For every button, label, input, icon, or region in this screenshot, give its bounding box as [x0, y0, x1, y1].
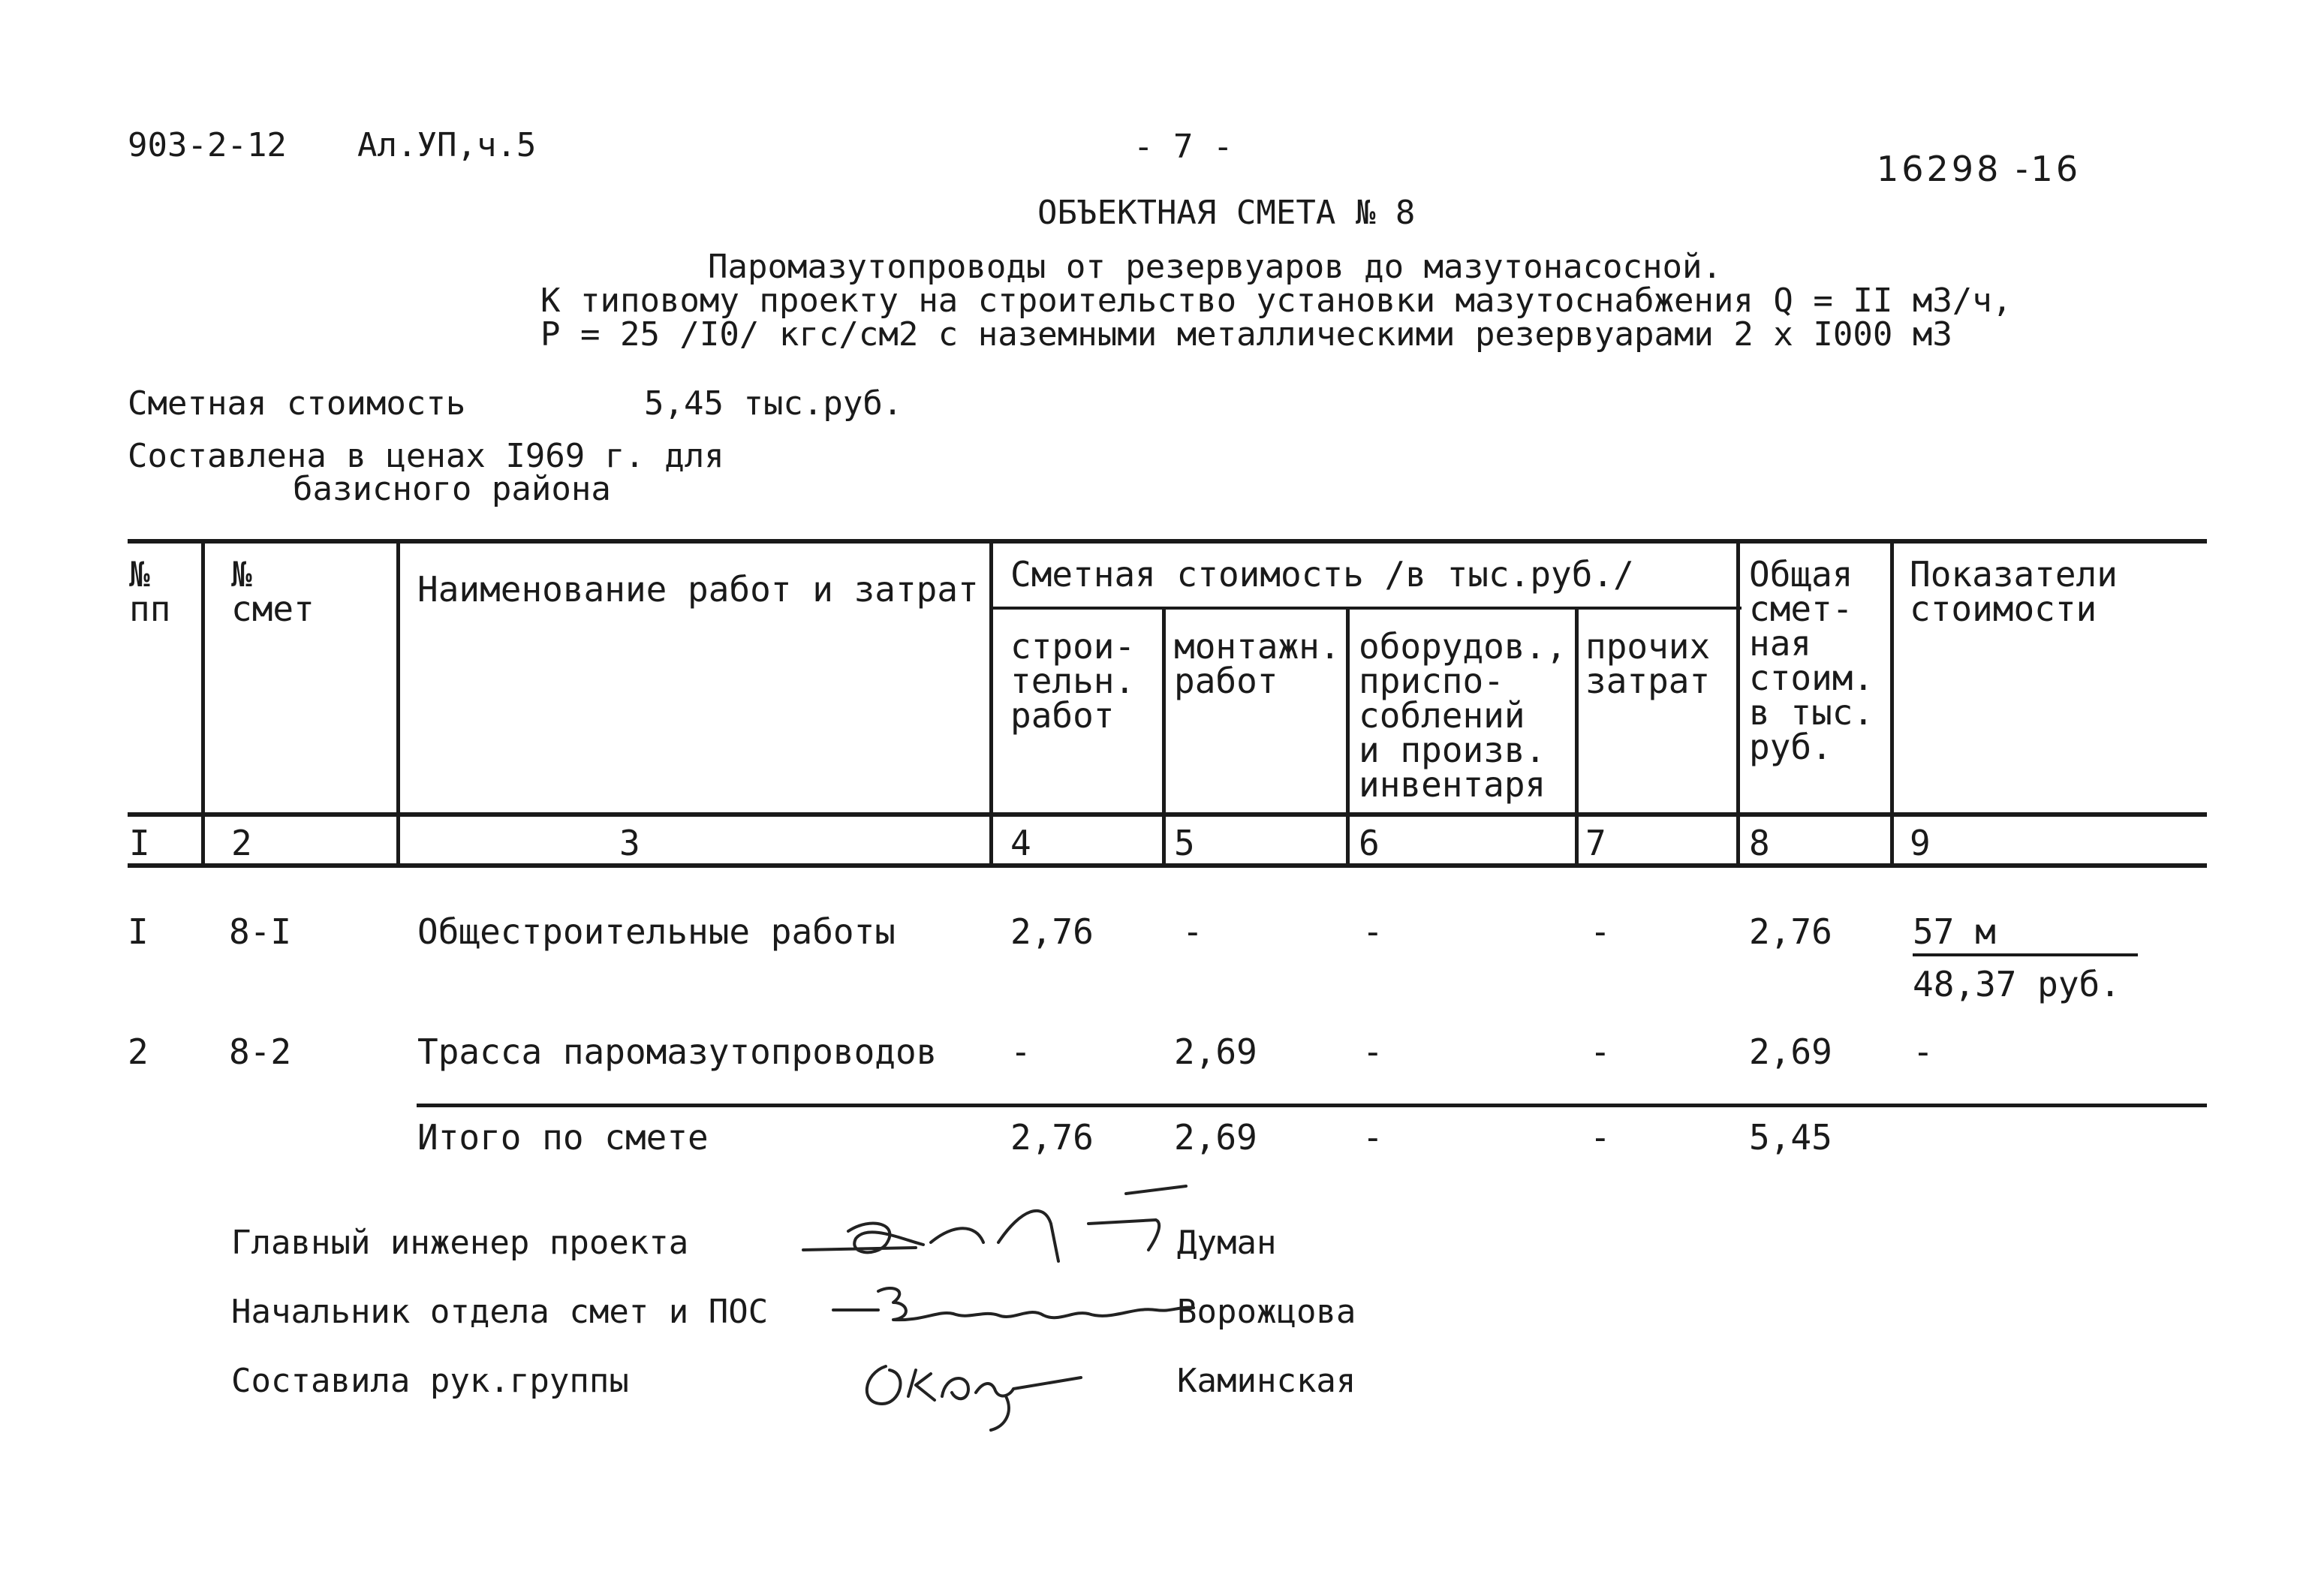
- table-row-2-estimate: 8-2: [229, 1031, 292, 1072]
- col-number-9: 9: [1910, 823, 1931, 863]
- total-row-name: Итого по смете: [417, 1117, 709, 1158]
- header-row-number: № пп: [129, 554, 171, 629]
- table-row-1-installation: -: [1182, 911, 1203, 952]
- column-number-rule: [128, 863, 2207, 868]
- signature-name-1: Думан: [1177, 1224, 1277, 1262]
- col-divider-1: [201, 539, 205, 868]
- col-divider-6: [1575, 608, 1579, 868]
- col-number-4: 4: [1010, 823, 1031, 863]
- indicator-fraction-line: [1913, 953, 2138, 956]
- subtitle-line-1: Паромазутопроводы от резервуаров до мазутонасосной.: [708, 248, 1723, 286]
- document-title: ОБЪЕКТНАЯ СМЕТА № 8: [1037, 194, 1416, 232]
- doc-code: 903-2-12: [128, 126, 287, 164]
- col-divider-5: [1346, 608, 1350, 868]
- header-work-name: Наименование работ и затрат: [417, 569, 979, 610]
- table-row-2-total: 2,69: [1749, 1031, 1832, 1072]
- table-row-1-estimate: 8-I: [229, 911, 292, 952]
- table-row-1-number: I: [128, 911, 149, 952]
- table-row-2-installation: 2,69: [1174, 1031, 1257, 1072]
- col-number-8: 8: [1749, 823, 1770, 863]
- department-head-signature: [833, 1269, 1194, 1336]
- price-basis-line-1: Составлена в ценах I969 г. для: [128, 437, 724, 475]
- total-row-installation: 2,69: [1174, 1117, 1257, 1158]
- table-row-2-other: -: [1590, 1031, 1611, 1072]
- table-row-2-number: 2: [128, 1031, 149, 1072]
- col-divider-8: [1890, 539, 1894, 868]
- price-basis-line-2: базисного района: [293, 470, 611, 508]
- total-rule: [417, 1104, 2207, 1107]
- header-bottom-rule: [128, 812, 2207, 817]
- table-row-2-construction: -: [1010, 1031, 1031, 1072]
- col-number-3: 3: [619, 823, 640, 863]
- col-divider-4: [1162, 608, 1166, 868]
- group-leader-signature: [856, 1344, 1096, 1434]
- table-row-2-name: Трасса паромазутопроводов: [417, 1031, 938, 1072]
- table-row-1-indicator-bottom: 48,37 руб.: [1913, 964, 2121, 1004]
- album-code: Ал.УП,ч.5: [357, 126, 537, 164]
- table-row-1-other: -: [1590, 911, 1611, 952]
- total-row-other: -: [1590, 1117, 1611, 1158]
- subtitle-line-2: К типовому проекту на строительство установки мазутоснабжения Q = II м3/ч,: [540, 282, 2012, 320]
- table-row-1-equipment: -: [1362, 911, 1383, 952]
- header-installation: монтажн. работ: [1174, 626, 1341, 701]
- header-indicators: Показатели стоимости: [1910, 554, 2118, 629]
- header-equipment: оборудов., приспо- соблений и произв. инвентаря: [1359, 626, 1567, 805]
- table-row-1-construction: 2,76: [1010, 911, 1094, 952]
- page-number: - 7 -: [1133, 128, 1233, 166]
- archive-stamp-number: 16298 -16: [1877, 149, 2082, 189]
- table-top-rule: [128, 539, 2207, 544]
- estimated-cost-value: 5,45 тыс.руб.: [644, 384, 903, 423]
- col-divider-3: [989, 539, 993, 868]
- table-row-2-equipment: -: [1362, 1031, 1383, 1072]
- col-divider-2: [396, 539, 400, 868]
- col-number-5: 5: [1174, 823, 1195, 863]
- table-row-1-total: 2,76: [1749, 911, 1832, 952]
- header-other: прочих затрат: [1585, 626, 1711, 701]
- signature-name-3: Каминская: [1177, 1362, 1356, 1400]
- header-construction: строи- тельн. работ: [1010, 626, 1136, 736]
- table-row-1-indicator-top: 57 м: [1913, 911, 1996, 952]
- header-cost-group: Сметная стоимость /в тыс.руб./: [1010, 554, 1634, 595]
- total-row-equipment: -: [1362, 1117, 1383, 1158]
- group-header-rule: [991, 607, 1742, 610]
- signature-name-2: Ворожцова: [1177, 1293, 1356, 1331]
- total-row-construction: 2,76: [1010, 1117, 1094, 1158]
- col-divider-7: [1736, 539, 1740, 868]
- signature-role-3: Составила рук.группы: [231, 1362, 629, 1400]
- estimated-cost-label: Сметная стоимость: [128, 384, 466, 423]
- header-estimate-number: № смет: [231, 554, 315, 629]
- signature-role-2: Начальник отдела смет и ПОС: [231, 1293, 769, 1331]
- subtitle-line-3: Р = 25 /I0/ кгс/см2 с наземными металлическими резервуарами 2 х I000 м3: [540, 315, 1952, 354]
- col-number-7: 7: [1585, 823, 1606, 863]
- col-number-6: 6: [1359, 823, 1380, 863]
- signature-role-1: Главный инженер проекта: [231, 1224, 689, 1262]
- header-total: Общая смет- ная стоим. в тыс. руб.: [1749, 554, 1874, 767]
- col-number-2: 2: [231, 823, 252, 863]
- chief-engineer-signature: [803, 1179, 1194, 1276]
- table-row-1-name: Общестроительные работы: [417, 911, 896, 952]
- col-number-1: I: [129, 823, 150, 863]
- total-row-total: 5,45: [1749, 1117, 1832, 1158]
- table-row-2-indicator: -: [1913, 1031, 1934, 1072]
